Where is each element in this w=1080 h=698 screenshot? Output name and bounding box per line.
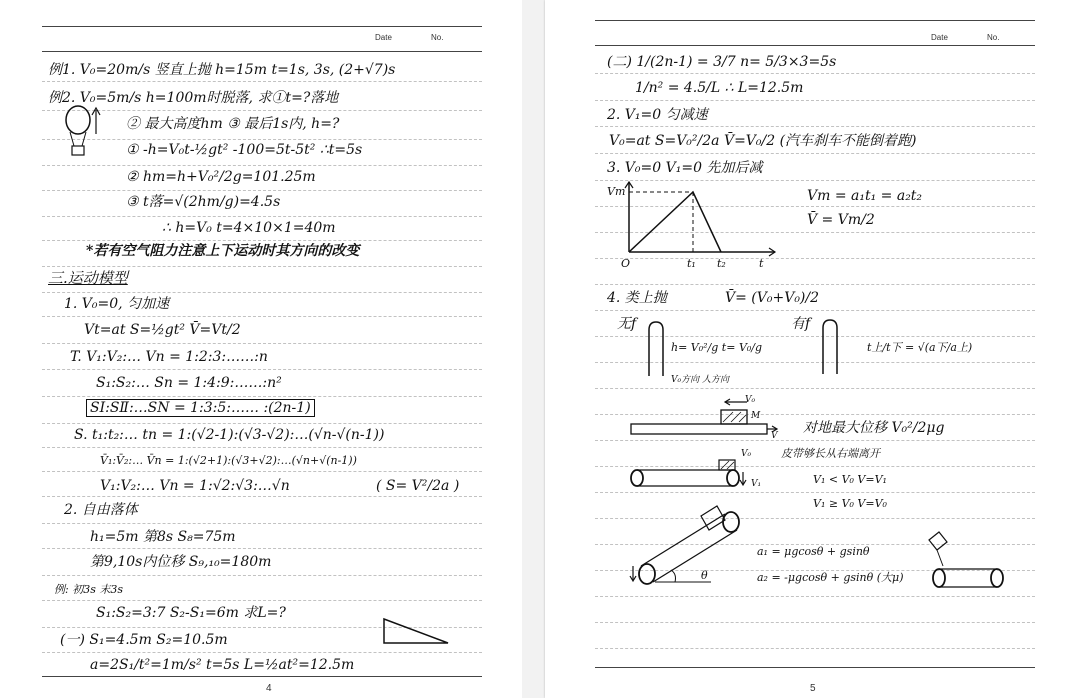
- date-label: Date: [375, 33, 392, 42]
- ruled-line: [42, 165, 482, 166]
- model-1-ratio-s: S₁:S₂:… Sn = 1:4:9:……:n²: [96, 375, 282, 391]
- arch-no-friction: [645, 320, 669, 380]
- page-number: 4: [266, 683, 272, 694]
- ruled-line: [42, 292, 482, 293]
- model-3-formula-2: V̄ = Vm/2: [807, 212, 875, 228]
- belt-case-2: V₁ ≥ V₀ V=V₀: [813, 497, 887, 510]
- max-displacement: 对地最大位移 V₀²/2μg: [803, 420, 945, 436]
- ruled-line: [42, 396, 482, 397]
- ruled-line: [595, 596, 1035, 597]
- balloon-sketch: [60, 104, 100, 164]
- triangle-sketch: [382, 617, 452, 647]
- ruled-line: [595, 284, 1035, 285]
- graph-t2-label: t₂: [717, 257, 726, 270]
- graph-vm-label: Vm: [607, 185, 626, 198]
- incline-theta: θ: [701, 569, 708, 582]
- ruled-line: [42, 190, 482, 191]
- section-3-title: 三.运动模型: [48, 269, 128, 287]
- ruled-line: [42, 343, 482, 344]
- graph-t-label: t: [759, 257, 764, 270]
- page-number: 5: [810, 683, 816, 694]
- bottom-rule: [595, 667, 1035, 668]
- ruled-line: [595, 73, 1035, 74]
- header-rule: [42, 51, 482, 52]
- inclined-belt-diagram: [631, 502, 761, 587]
- no-label: No.: [987, 33, 1000, 42]
- ruled-line: [42, 423, 482, 424]
- graph-origin-label: O: [621, 257, 631, 270]
- left-page: [0, 0, 522, 698]
- ruled-line: [42, 471, 482, 472]
- ruled-line: [595, 100, 1035, 101]
- ruled-line: [42, 575, 482, 576]
- ruled-line: [42, 523, 482, 524]
- belt-case-1: V₁ < V₀ V=V₁: [813, 473, 887, 486]
- block-v0-label: V₀: [745, 395, 756, 405]
- example-3-question: S₁:S₂=3:7 S₂-S₁=6m 求L=?: [96, 605, 286, 621]
- model-1-ratio-vbar: V̄₁:V̄₂:… V̄n = 1:(√2+1):(√3+√2):…(√n+√(n-1)): [100, 454, 357, 467]
- example-2-answer-2: ② hm=h+V₀²/2g=101.25m: [126, 169, 316, 185]
- ruled-line: [595, 622, 1035, 623]
- with-friction-label: 有f: [791, 316, 811, 332]
- no-label: No.: [431, 33, 444, 42]
- ruled-line: [42, 266, 482, 267]
- block-m-label: M: [751, 411, 761, 421]
- ruled-line: [42, 600, 482, 601]
- model-3-formula-1: Vm = a₁t₁ = a₂t₂: [807, 188, 923, 204]
- bottom-rule: [42, 676, 482, 677]
- ruled-line: [42, 216, 482, 217]
- model-1-ratio-t: S. t₁:t₂:… tn = 1:(√2-1):(√3-√2):…(√n-√(n-1)): [74, 427, 385, 443]
- ruled-line: [42, 548, 482, 549]
- ruled-line: [42, 652, 482, 653]
- belt-v0-label: V₀: [741, 449, 752, 459]
- example-2-answer-4: ∴ h=V₀ t=4×10×1=40m: [162, 220, 336, 236]
- model-1-s-formula: ( S= V²/2a ): [376, 478, 460, 494]
- ruled-line: [595, 492, 1035, 493]
- binding-gutter: [522, 0, 545, 698]
- belt-v1-label: V₁: [751, 479, 762, 489]
- block-v-label: V: [771, 431, 778, 441]
- no-friction-label: 无f: [617, 316, 637, 332]
- example-2-questions: ② 最大高度hm ③ 最后1s内, h=?: [126, 116, 340, 132]
- model-1-boxed-ratio: SⅠ:SⅡ:…SN = 1:3:5:…… :(2n-1): [86, 399, 315, 417]
- right-page: [545, 0, 1080, 698]
- ruled-line: [42, 369, 482, 370]
- top-rule: [595, 20, 1035, 21]
- cont-line-b: 1/n² = 4.5/L ∴ L=12.5m: [635, 80, 804, 96]
- ruled-line: [42, 316, 482, 317]
- header-rule: [595, 45, 1035, 46]
- model-3-title: 3. V₀=0 V₁=0 先加后减: [607, 160, 763, 176]
- horizontal-belt-diagram: [925, 530, 1025, 590]
- model-2-title: 2. 自由落体: [64, 502, 138, 518]
- model-1-formulas: Vt=at S=½gt² V̄=Vt/2: [84, 322, 241, 338]
- model-2-decel-formulas: V₀=at S=V₀²/2a V̄=V₀/2 (汽车刹车不能倒着跑): [609, 133, 917, 149]
- ruled-line: [42, 110, 482, 111]
- date-label: Date: [931, 33, 948, 42]
- belt-long-note: 皮带够长从右端离开: [781, 447, 880, 460]
- model-4-time-ratio: t上/t下 = √(a下/a上): [867, 341, 973, 354]
- graph-t1-label: t₁: [687, 257, 696, 270]
- conveyor-diagram: [629, 458, 769, 488]
- ruled-line: [595, 648, 1035, 649]
- model-2-decel-title: 2. V₁=0 匀减速: [607, 107, 708, 123]
- arch-with-friction: [819, 318, 843, 378]
- example-3-answer-2: a=2S₁/t²=1m/s² t=5s L=½at²=12.5m: [90, 657, 355, 673]
- example-2-answer-1: ① -h=V₀t-½gt² -100=5t-5t² ∴t=5s: [126, 142, 363, 158]
- ruled-line: [595, 388, 1035, 389]
- example-3-answer-1: (一) S₁=4.5m S₂=10.5m: [60, 632, 228, 648]
- top-rule: [42, 26, 482, 27]
- example-2-answer-3: ③ t落=√(2hm/g)=4.5s: [126, 194, 281, 210]
- model-4-h-t: h= V₀²/g t= V₀/g: [671, 341, 763, 354]
- incline-a2: a₂ = -μgcosθ + gsinθ (大μ): [757, 571, 904, 584]
- example-2-title: 例2. V₀=5m/s h=100m时脱落, 求①t=?落地: [48, 90, 339, 106]
- model-4-direction-note: V₀方向 人方向: [671, 375, 729, 385]
- example-1: 例1. V₀=20m/s 竖直上抛 h=15m t=1s, 3s, (2+√7)s: [48, 62, 396, 78]
- ruled-line: [42, 447, 482, 448]
- ruled-line: [42, 139, 482, 140]
- ruled-line: [595, 153, 1035, 154]
- ruled-line: [595, 440, 1035, 441]
- air-resistance-note: *若有空气阻力注意上下运动时其方向的改变: [86, 243, 360, 259]
- model-1-ratio-vi: V₁:V₂:… Vn = 1:√2:√3:…√n: [100, 478, 290, 494]
- example-3-title: 例: 初3s 末3s: [54, 583, 123, 596]
- model-2-line-b: 第9,10s内位移 S₉,₁₀=180m: [90, 554, 272, 570]
- model-4-title: 4. 类上抛: [607, 290, 667, 306]
- ruled-line: [595, 310, 1035, 311]
- ruled-line: [42, 240, 482, 241]
- model-4-formula: V̄= (V₀+V₀)/2: [725, 290, 820, 306]
- ruled-line: [595, 126, 1035, 127]
- ruled-line: [42, 81, 482, 82]
- ruled-line: [42, 496, 482, 497]
- incline-a1: a₁ = μgcosθ + gsinθ: [757, 545, 870, 558]
- cont-line-a: (二) 1/(2n-1) = 3/7 n= 5/3×3=5s: [607, 54, 837, 70]
- model-1-title: 1. V₀=0, 匀加速: [64, 296, 170, 312]
- model-1-ratio-v: T. V₁:V₂:… Vn = 1:2:3:……:n: [70, 349, 268, 365]
- model-2-line-a: h₁=5m 第8s S₈=75m: [90, 529, 236, 545]
